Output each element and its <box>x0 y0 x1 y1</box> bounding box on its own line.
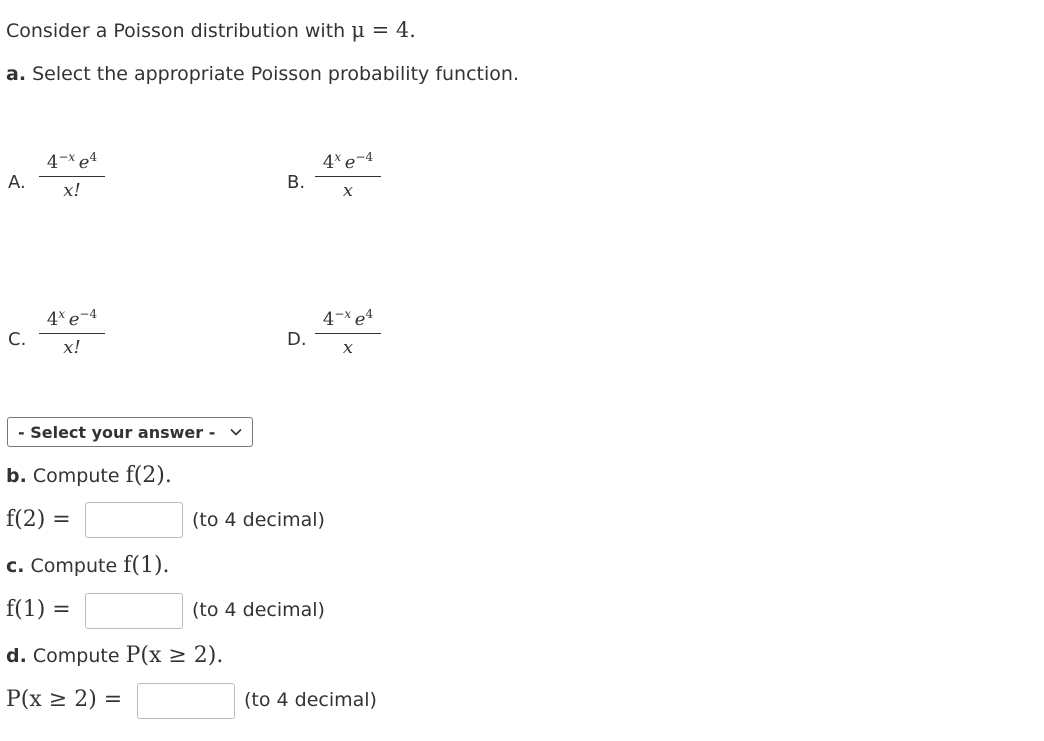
part-b-expr: f(2). <box>125 463 172 488</box>
mu-expression: μ = 4. <box>351 18 416 42</box>
chevron-down-icon <box>229 424 243 443</box>
answer-select[interactable] <box>7 417 253 447</box>
part-c-letter: c. <box>6 555 25 577</box>
option-c-numerator: 4$^x$ $e^{-4}$ <box>46 307 98 330</box>
option-d-letter: D. <box>287 329 307 350</box>
part-d-prompt: Compute <box>32 645 126 667</box>
part-c-answer-label: f(1) = <box>6 597 71 622</box>
option-d-denominator: x <box>342 337 354 358</box>
intro-text: Consider a Poisson distribution with <box>6 20 352 42</box>
part-b-answer-input[interactable] <box>85 502 183 538</box>
option-d-fraction <box>315 307 381 358</box>
part-b-letter: b. <box>6 465 27 487</box>
option-a-numerator: $4^{-x}$ $e^4$ <box>46 150 98 173</box>
option-b-fraction <box>315 150 381 201</box>
option-a-letter: A. <box>8 172 26 193</box>
part-c-heading <box>6 553 170 578</box>
option-b-letter: B. <box>287 172 306 193</box>
part-a-heading <box>6 63 519 85</box>
part-a-letter: a. <box>6 63 27 85</box>
option-a-fraction <box>39 150 105 201</box>
option-c-fraction <box>39 307 105 358</box>
part-c-expr: f(1). <box>123 553 170 578</box>
option-a-denominator: x! <box>63 180 81 201</box>
answer-select-value: - Select your answer - <box>18 422 216 442</box>
part-b-prompt: Compute <box>32 465 126 487</box>
option-b-denominator: x <box>342 180 354 201</box>
part-d-letter: d. <box>6 645 27 667</box>
part-d-answer-label: P(x ≥ 2) = <box>6 687 123 712</box>
part-d-answer-input[interactable] <box>137 683 235 719</box>
part-d-heading <box>6 643 223 668</box>
part-d-hint: (to 4 decimal) <box>244 689 377 711</box>
part-b-hint: (to 4 decimal) <box>192 509 325 531</box>
intro-line <box>6 18 416 42</box>
option-c-letter: C. <box>8 329 27 350</box>
part-c-hint: (to 4 decimal) <box>192 599 325 621</box>
option-c-denominator: x! <box>63 337 81 358</box>
part-b-heading <box>6 463 172 488</box>
part-d-expr: P(x ≥ 2). <box>125 643 224 668</box>
part-c-answer-input[interactable] <box>85 593 183 629</box>
part-b-answer-label: f(2) = <box>6 507 71 532</box>
part-a-prompt: Select the appropriate Poisson probability function. <box>32 63 519 85</box>
part-c-prompt: Compute <box>30 555 124 577</box>
option-d-numerator: $4^{-x}$ $e^4$ <box>322 307 374 330</box>
option-b-numerator: 4$^x$ $e^{-4}$ <box>322 150 374 173</box>
